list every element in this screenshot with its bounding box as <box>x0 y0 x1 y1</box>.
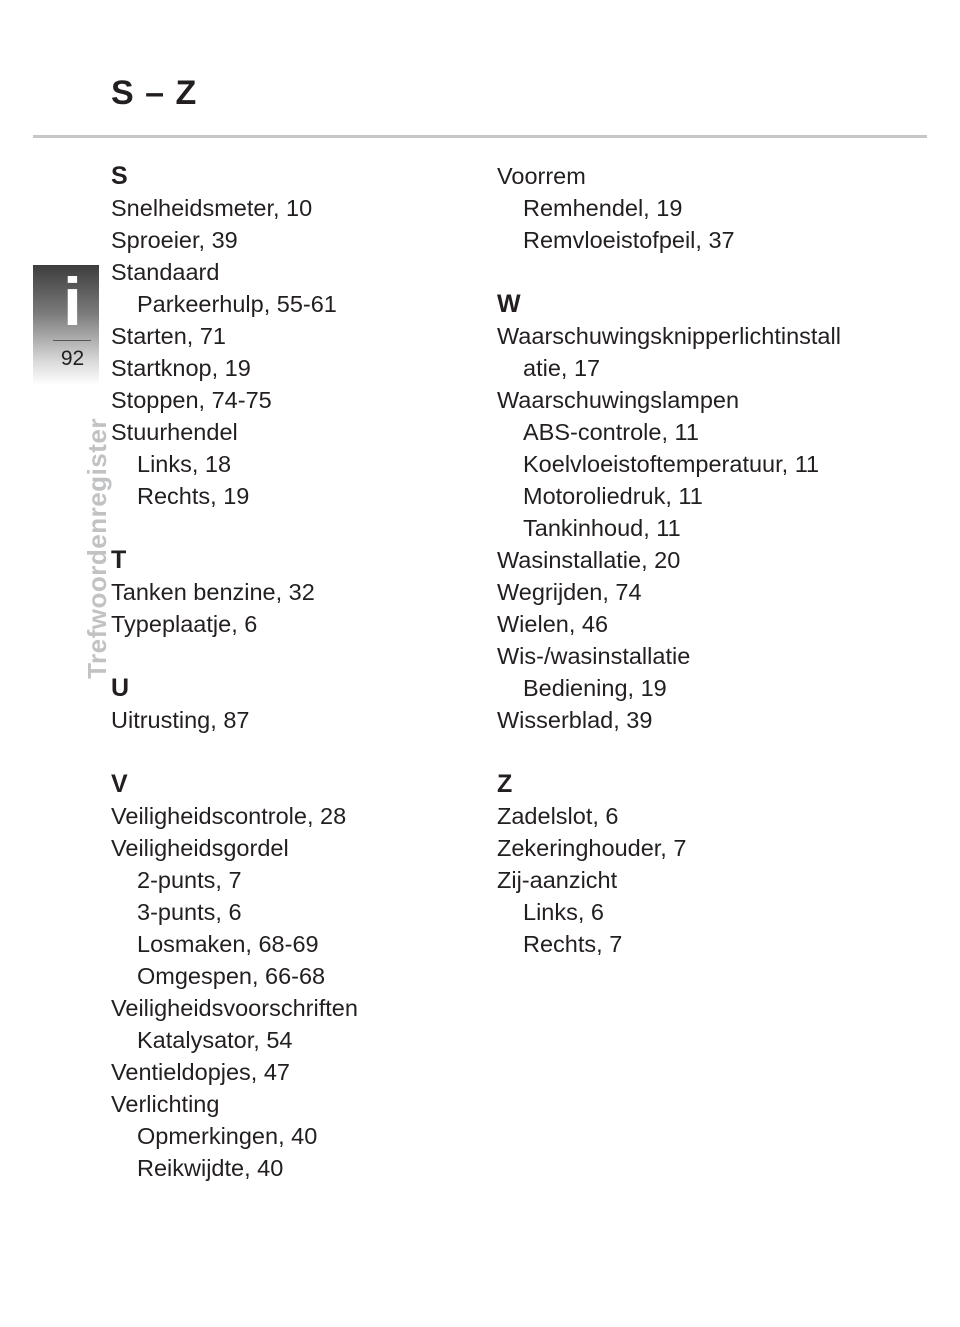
index-entry: Wegrijden, 74 <box>497 579 642 605</box>
index-subentry: Links, 6 <box>523 899 604 925</box>
index-subentry: Losmaken, 68-69 <box>137 931 319 957</box>
index-entry: Snelheidsmeter, 10 <box>111 195 313 221</box>
index-subentry: Remvloeistofpeil, 37 <box>523 227 735 253</box>
index-entry: Tanken benzine, 32 <box>111 579 315 605</box>
index-entry: Zadelslot, 6 <box>497 803 619 829</box>
index-entry: Verlichting <box>111 1091 220 1117</box>
index-subentry: Parkeerhulp, 55-61 <box>137 291 337 317</box>
index-subentry: Opmerkingen, 40 <box>137 1123 318 1149</box>
index-entry: Zekeringhouder, 7 <box>497 835 687 861</box>
info-icon: i <box>63 264 82 340</box>
index-letter-heading: S <box>111 162 128 190</box>
index-entry: Wisserblad, 39 <box>497 707 653 733</box>
index-entry: Wasinstallatie, 20 <box>497 547 681 573</box>
title-divider <box>33 135 927 138</box>
index-entry: Veiligheidsgordel <box>111 835 289 861</box>
index-entry: Wis-/wasinstallatie <box>497 643 691 669</box>
index-entry: Stuurhendel <box>111 419 238 445</box>
index-letter-heading: U <box>111 674 130 702</box>
index-subentry: Omgespen, 66-68 <box>137 963 326 989</box>
index-subentry: ABS-controle, 11 <box>523 419 699 445</box>
index-column-left <box>111 160 491 1184</box>
index-subentry: Rechts, 19 <box>137 483 250 509</box>
index-entry: Startknop, 19 <box>111 355 251 381</box>
index-entry: Standaard <box>111 259 220 285</box>
index-subentry: 3-punts, 6 <box>137 899 242 925</box>
index-subentry: Rechts, 7 <box>523 931 623 957</box>
index-entry: Sproeier, 39 <box>111 227 238 253</box>
page-number-divider <box>53 340 91 341</box>
index-entry: Wielen, 46 <box>497 611 609 637</box>
index-subentry: Motoroliedruk, 11 <box>523 483 703 509</box>
index-letter-heading: Z <box>497 770 513 798</box>
index-subentry: 2-punts, 7 <box>137 867 242 893</box>
index-entry: Zij-aanzicht <box>497 867 618 893</box>
index-entry: Typeplaatje, 6 <box>111 611 258 637</box>
index-entry: Uitrusting, 87 <box>111 707 250 733</box>
page-number: 92 <box>60 347 85 370</box>
index-subentry: Tankinhoud, 11 <box>523 515 681 541</box>
index-subentry: Koelvloeistoftemperatuur, 11 <box>523 451 820 477</box>
index-subentry: Remhendel, 19 <box>523 195 683 221</box>
index-entry: Starten, 71 <box>111 323 226 349</box>
index-entry: Veiligheidsvoorschriften <box>111 995 358 1021</box>
index-subentry: atie, 17 <box>523 355 601 381</box>
index-letter-heading: T <box>111 546 127 574</box>
index-subentry: Reikwijdte, 40 <box>137 1155 284 1181</box>
index-subentry: Katalysator, 54 <box>137 1027 293 1053</box>
index-letter-heading: W <box>497 290 521 318</box>
index-entry: Ventieldopjes, 47 <box>111 1059 291 1085</box>
index-entry: Voorrem <box>497 163 586 189</box>
page-title: S – Z <box>111 74 198 112</box>
index-letter-heading: V <box>111 770 128 798</box>
index-column-right <box>497 160 897 960</box>
index-entry: Waarschuwingsknipperlichtinstall <box>497 323 841 349</box>
index-entry: Waarschuwingslampen <box>497 387 740 413</box>
index-subentry: Bediening, 19 <box>523 675 667 701</box>
index-subentry: Links, 18 <box>137 451 232 477</box>
index-entry: Stoppen, 74-75 <box>111 387 272 413</box>
section-label: Trefwoordenregister <box>82 418 112 679</box>
index-entry: Veiligheidscontrole, 28 <box>111 803 347 829</box>
